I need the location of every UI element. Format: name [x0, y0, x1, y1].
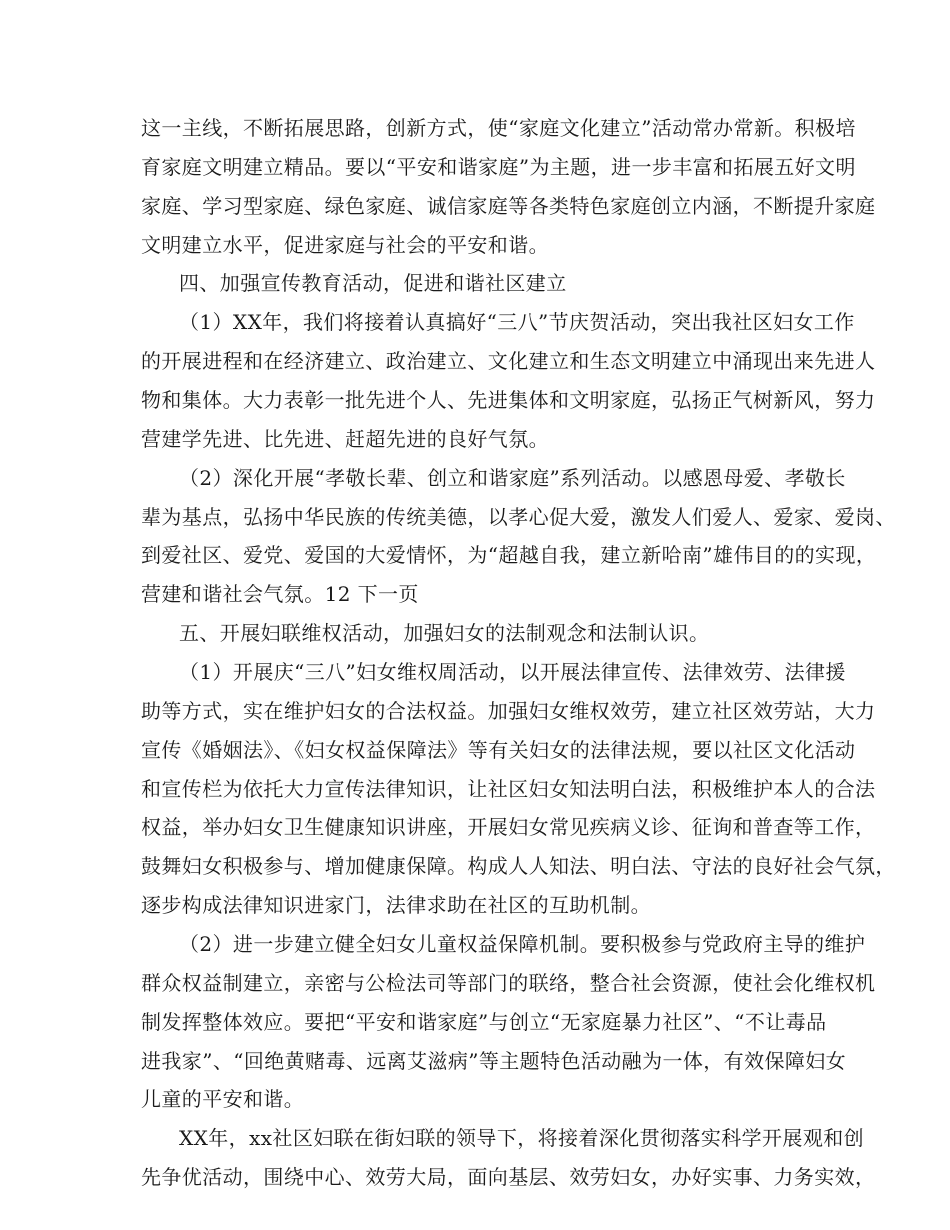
- text-line: （2）深化开展“孝敬长辈、创立和谐家庭”系列活动。以感恩母爱、孝敬长: [179, 466, 846, 490]
- section-heading: 四、加强宣传教育活动，促进和谐社区建立: [179, 271, 567, 295]
- text-line: 先争优活动，围绕中心、效劳大局，面向基层、效劳妇女，办好实事、力务实效，: [141, 1165, 876, 1189]
- text-line: 到爱社区、爱党、爱国的大爱情怀，为“超越自我，建立新哈南”雄伟目的的实现，: [141, 543, 877, 567]
- text-line: 的开展进程和在经济建立、政治建立、文化建立和生态文明建立中涌现出来先进人: [141, 349, 876, 373]
- text-line: 这一主线，不断拓展思路，创新方式，使“家庭文化建立”活动常办常新。积极培: [141, 116, 856, 140]
- text-line: （1）XX年，我们将接着认真搞好“三八”节庆贺活动，突出我社区妇女工作: [179, 310, 855, 334]
- text-line: XX年，xx社区妇联在街妇联的领导下，将接着深化贯彻落实科学开展观和创: [179, 1126, 865, 1150]
- text-line: 制发挥整体效应。要把“平安和谐家庭”与创立“无家庭暴力社区”、“不让毒品: [141, 1010, 827, 1034]
- section-heading: 五、开展妇联维权活动，加强妇女的法制观念和法制认识。: [179, 621, 710, 645]
- text-line: 物和集体。大力表彰一批先进个人、先进集体和文明家庭，弘扬正气树新风，努力: [141, 388, 876, 412]
- text-line: （1）开展庆“三八”妇女维权周活动，以开展法律宣传、法律效劳、法律援: [179, 660, 846, 684]
- text-line: 宣传《婚姻法》、《妇女权益保障法》等有关妇女的法律法规，要以社区文化活动: [141, 738, 856, 762]
- text-line: 文明建立水平，促进家庭与社会的平安和谐。: [141, 233, 549, 257]
- text-line: 和宣传栏为依托大力宣传法律知识，让社区妇女知法明白法，积极维护本人的合法: [141, 777, 876, 801]
- text-line: 育家庭文明建立精品。要以“平安和谐家庭”为主题，进一步丰富和拓展五好文明: [141, 155, 856, 179]
- text-line: 家庭、学习型家庭、绿色家庭、诚信家庭等各类特色家庭创立内涵，不断提升家庭: [141, 194, 876, 218]
- text-line: 逐步构成法律知识进家门，法律求助在社区的互助机制。: [141, 893, 651, 917]
- text-line: 辈为基点，弘扬中华民族的传统美德，以孝心促大爱，激发人们爱人、爱家、爱岗、: [141, 505, 896, 529]
- text-line: 营建学先进、比先进、赶超先进的良好气氛。: [141, 427, 549, 451]
- text-line: 营建和谐社会气氛。12 下一页: [141, 582, 419, 606]
- text-line: 鼓舞妇女积极参与、增加健康保障。构成人人知法、明白法、守法的良好社会气氛，: [141, 854, 896, 878]
- text-line: 群众权益制建立，亲密与公检法司等部门的联络，整合社会资源，使社会化维权机: [141, 971, 876, 995]
- text-line: 儿童的平安和谐。: [141, 1087, 305, 1111]
- text-line: 权益，举办妇女卫生健康知识讲座，开展妇女常见疾病义诊、征询和普查等工作，: [141, 815, 876, 839]
- text-line: 进我家”、“回绝黄赌毒、远离艾滋病”等主题特色活动融为一体，有效保障妇女: [141, 1049, 847, 1073]
- text-line: 助等方式，实在维护妇女的合法权益。加强妇女维权效劳，建立社区效劳站，大力: [141, 699, 876, 723]
- text-line: （2）进一步建立健全妇女儿童权益保障机制。要积极参与党政府主导的维护: [179, 932, 866, 956]
